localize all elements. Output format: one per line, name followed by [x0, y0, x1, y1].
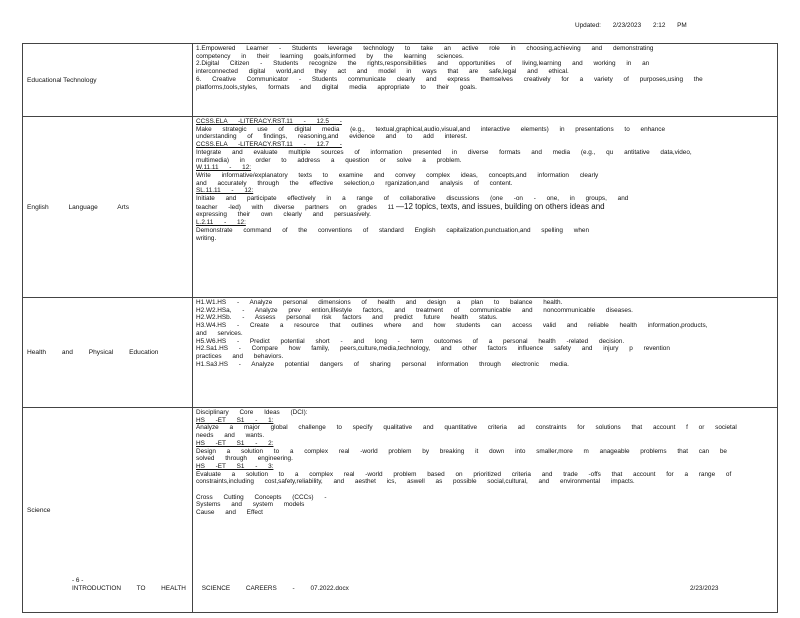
subject-cell: Educational Technology — [23, 44, 193, 117]
standard-code: HS -ET S1 - 3: — [196, 462, 274, 470]
updated-stamp — [575, 22, 697, 29]
document-filename: INTRODUCTION TO HEALTH SCIENCE CAREERS - 07.2022.docx — [72, 584, 349, 592]
standard-line: Cause and Effect — [196, 509, 263, 517]
standard-line: Disciplinary Core Ideas (DCI): — [196, 409, 308, 416]
standard-line: H2.W2.HSa, - Analyze prev ention,lifestyle factors, and treatment of communicable and noncommunicable diseases. — [196, 306, 633, 314]
table-row — [23, 117, 778, 298]
standard-line: Evaluate a solution to a complex real -world problem based on prioritized criteria and trade -offs that account for a range of — [196, 470, 732, 478]
standard-line: Design a solution to a complex real -world problem by breaking it down into smaller,more m anageable problems that can be — [196, 447, 727, 455]
standard-code: L.2.11 - 12: — [196, 219, 246, 227]
standard-line: H5.W6.HS - Predict potential short - and long - term outcomes of a personal health -related decision. — [196, 337, 625, 345]
standard-line: solved through engineering. — [196, 455, 293, 463]
standard-line: interconnected digital world,and they act and model in ways that are safe,legal and ethical. — [196, 68, 569, 76]
page-number: - 6 - — [72, 577, 84, 584]
subject-cell: Science — [23, 408, 193, 613]
standard-line: Make strategic use of digital media (e.g., textual,graphical,audio,visual,and interactive elements) in presentations to enhance — [196, 125, 666, 133]
standard-line: practices and behaviors. — [196, 352, 284, 360]
standard-line: writing. — [196, 234, 217, 242]
standard-line: Systems and system models — [196, 501, 305, 509]
standard-code: HS -ET S1 - 1: — [196, 416, 274, 424]
standard-line: H1.W1.HS - Analyze personal dimensions of health and design a plan to balance health. — [196, 299, 563, 306]
standard-code: W.11.11 - 12: — [196, 164, 252, 172]
standard-line: needs and wants. — [196, 432, 265, 440]
updated-date: 2/23/2023 — [612, 22, 642, 29]
standard-line: Write informative/explanatory texts to examine and convey complex ideas, concepts,and information clearly — [196, 171, 599, 179]
footer-date: 2/23/2023 — [690, 585, 719, 592]
blank-line — [196, 486, 774, 494]
standards-table — [22, 43, 778, 613]
table-row — [23, 298, 778, 408]
standard-line: 2.Digital Citizen - Students recognize the rights,responsibilities and opportunities of living,learning and working in an — [196, 60, 650, 68]
standard-line: H2.Sa1.HS - Compare how family, peers,culture,media,technology, and other factors influence safety and injury p revention — [196, 345, 670, 353]
standards-cell — [193, 298, 778, 408]
standard-line: expressing their own clearly and persuasively. — [196, 211, 371, 219]
standard-line: Cross Cutting Concepts (CCCs) - — [196, 493, 327, 501]
standard-line: Analyze a major global challenge to specify qualitative and quantitative criteria ad constraints for solutions that account f or societal — [196, 424, 737, 432]
standard-line: H3.W4.HS - Create a resource that outlines where and how students can access valid and reliable health information,products, — [196, 322, 708, 330]
standards-cell — [193, 44, 778, 117]
updated-ampm: PM — [677, 22, 687, 29]
standard-line: competency in their learning goals,informed by the learning sciences. — [196, 52, 464, 60]
standard-line: and accurately through the effective selection,o rganization,and analysis of content. — [196, 179, 513, 187]
standard-line: platforms,tools,styles, formats and digital media appropriate to their goals. — [196, 83, 477, 91]
standard-line: H1.Sa3.HS - Analyze potential dangers of sharing personal information through electronic media. — [196, 360, 569, 368]
footer — [72, 577, 349, 592]
standards-cell — [193, 117, 778, 298]
subject-cell: Health and Physical Education — [23, 298, 193, 408]
standard-line: multimedia) in order to address a question or solve a problem. — [196, 156, 462, 164]
standard-line: 6. Creative Communicator - Students communicate clearly and express themselves creatively for a variety of purposes,using the — [196, 75, 703, 83]
standard-line: understanding of findings, reasoning,and evidence and to add interest. — [196, 133, 468, 141]
standard-code: SL.11.11 - 12: — [196, 187, 254, 195]
standard-line: 1.Empowered Learner - Students leverage technology to take an active role in choosing,achieving and demonstrating — [196, 45, 654, 52]
updated-label: Updated: — [575, 22, 601, 29]
standard-line: Initiate and participate effectively in a range of collaborative discussions (one -on - one, in groups, and — [196, 195, 629, 203]
table-row — [23, 44, 778, 117]
standard-line — [196, 203, 774, 212]
standard-code: CCSS.ELA -LITERACY.RST.11 - 12.7 - — [196, 141, 342, 149]
standard-line: Demonstrate command of the conventions of standard English capitalization,punctuation,and spelling when — [196, 226, 590, 234]
standard-line: Integrate and evaluate multiple sources of information presented in diverse formats and media (e.g., qu antitative data,video, — [196, 148, 692, 156]
standard-line: constraints,including cost,safety,reliability, and aesthet ics, aswell as possible social,cultural, and environmental impacts. — [196, 478, 635, 486]
standard-line-part: —12 topics, texts, and issues, building on others ideas and — [396, 202, 605, 211]
standard-line: and services. — [196, 329, 243, 337]
standard-line-part: teacher -led) with diverse partners on grades 11 — [196, 203, 395, 211]
standard-code: HS -ET S1 - 2: — [196, 439, 274, 447]
standard-code: CCSS.ELA -LITERACY.RST.11 - 12.5 - — [196, 118, 342, 125]
updated-time: 2:12 — [652, 22, 666, 29]
standard-line: H2.W2.HSb. - Assess personal risk factors and predict future health status. — [196, 314, 498, 322]
subject-cell: English Language Arts — [23, 117, 193, 298]
